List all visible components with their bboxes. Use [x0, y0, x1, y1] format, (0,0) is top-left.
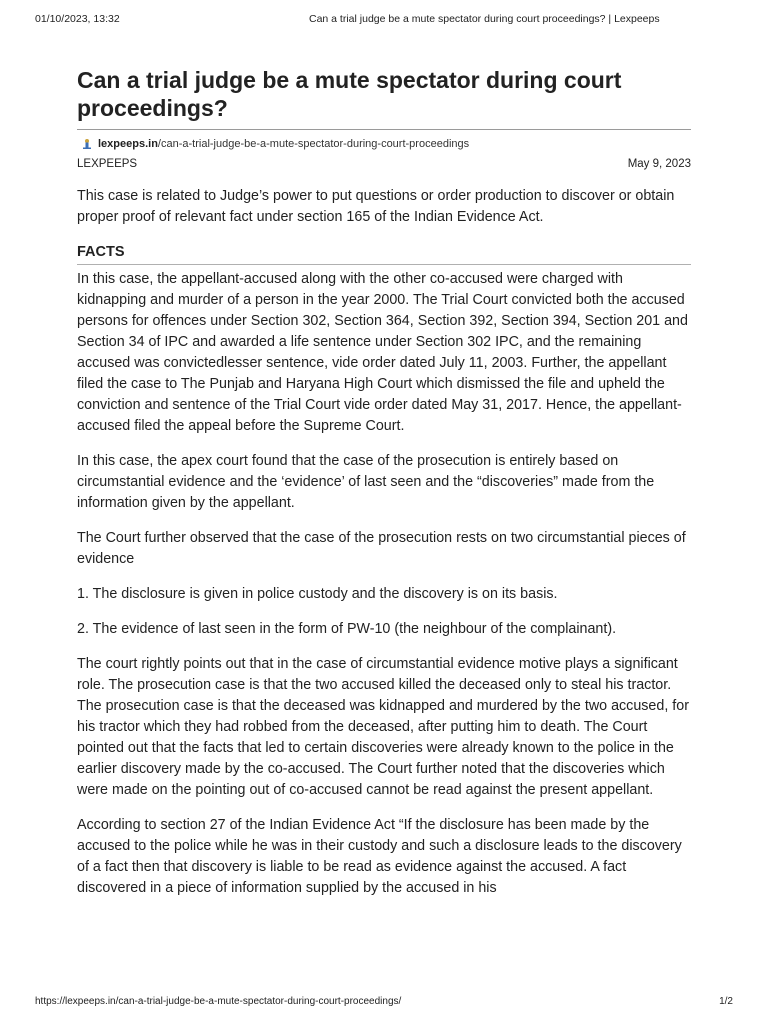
print-page-title: Can a trial judge be a mute spectator during court proceedings? | Lexpeeps — [309, 13, 660, 25]
source-row — [77, 136, 691, 152]
section-divider — [77, 264, 691, 265]
title-divider — [77, 129, 691, 130]
source-domain[interactable]: lexpeeps.in — [98, 138, 158, 150]
print-header — [35, 13, 733, 29]
body-paragraph: The court rightly points out that in the case of circumstantial evidence motive plays a significant role. The prosecution case is that the two accused killed the deceased only to steal his tractor. The prosecution case is that the deceased was kidnapped and murdered by the two accused, for his tractor which they had robbed from the deceased, after putting him to death. The Court pointed out that the facts that led to certain discoveries were already known to the police in the earlier discovery made by the co-accused. The Court further noted that the discoveries which were made on the pointing out of co-accused cannot be read against the present appellant. — [77, 656, 689, 798]
article-title: Can a trial judge be a mute spectator during court proceedings? — [77, 67, 622, 121]
list-item: 1. The disclosure is given in police custody and the discovery is on its basis. — [77, 586, 558, 602]
section-heading-facts: FACTS — [77, 244, 125, 260]
body-paragraph: According to section 27 of the Indian Evidence Act “If the disclosure has been made by the accused to the police while he was in their custody and such a disclosure leads to the discovery of a fact then that discovery is liable to be read as evidence against the accused. A fact discovered in a piece of information supplied by the accused in his — [77, 817, 682, 896]
print-footer — [35, 996, 733, 1010]
source-path[interactable]: /can-a-trial-judge-be-a-mute-spectator-during-court-proceedings — [157, 138, 470, 150]
publish-date: May 9, 2023 — [627, 158, 691, 170]
print-url[interactable]: https://lexpeeps.in/can-a-trial-judge-be-a-mute-spectator-during-court-proceedings/ — [35, 996, 402, 1007]
intro-paragraph: This case is related to Judge’s power to put questions or order production to discover or obtain proper proof of relevant fact under section 165 of the Indian Evidence Act. — [77, 188, 675, 225]
meta-row — [77, 158, 691, 174]
article — [77, 66, 691, 899]
site-favicon-icon — [81, 138, 93, 150]
list-item: 2. The evidence of last seen in the form of PW-10 (the neighbour of the complainant). — [77, 621, 617, 637]
publisher-name: LEXPEEPS — [77, 158, 138, 170]
body-paragraph: In this case, the apex court found that the case of the prosecution is entirely based on circumstantial evidence and the ‘evidence’ of last seen and the “discoveries” made from the information given by the appellant. — [77, 453, 655, 511]
page-number: 1/2 — [719, 996, 733, 1007]
print-datetime: 01/10/2023, 13:32 — [35, 13, 120, 25]
body-paragraph: The Court further observed that the case of the prosecution rests on two circumstantial pieces of evidence — [77, 530, 686, 567]
body-paragraph: In this case, the appellant-accused along with the other co-accused were charged with kidnapping and murder of a person in the year 2000. The Trial Court convicted both the accused persons for offences under Section 302, Section 364, Section 392, Section 394, Section 201 and Section 34 of IPC and awarded a life sentence under Section 302 IPC, and the remaining accused was convictedlesser sentence, vide order dated July 11, 2003. Further, the appellant filed the case to The Punjab and Haryana High Court which dismissed the file and upheld the conviction and sentence of the Trial Court vide order dated May 31, 2017. Hence, the appellant-accused filed the appeal before the Supreme Court. — [77, 271, 688, 434]
